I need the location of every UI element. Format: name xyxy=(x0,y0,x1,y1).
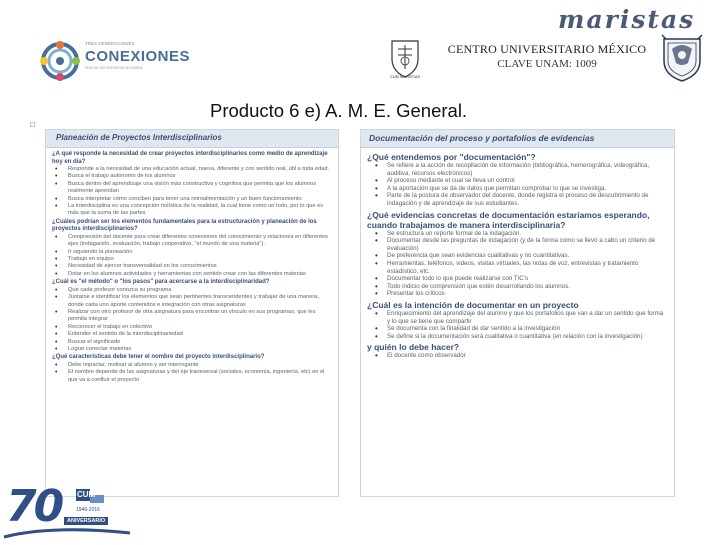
slide-title: Producto 6 e) A. M. E. General. xyxy=(210,100,468,121)
anniversary-logo xyxy=(2,481,132,540)
list-item: • Comprensión del docente para crear diferentes conexiones del conocimiento y relaciones en diferentes ejes (indagación, evaluación, trabajo cooperativo, "el mundo de una materia"). xyxy=(52,234,332,249)
section-list xyxy=(52,362,332,384)
list-item: • Se documenta con la finalidad de dar sentido a la investigación xyxy=(367,325,668,333)
list-item: • Enriquecimiento del aprendizaje del alumno y que los portafolios que van a dar un sentido que forma y lo que se tiene que compartir xyxy=(367,310,668,325)
list-item: • Dotar en los alumnos actividades y herramientas con sentido crear con las diferentes materias xyxy=(52,271,332,278)
list-item: • Entender el sentido de la interdisciplinariedad xyxy=(52,331,332,338)
anniversary-monogram: CUM xyxy=(77,490,96,499)
anniversary-number: 70 xyxy=(6,481,62,532)
institution-subtitle: CLAVE UNAM: 1009 xyxy=(497,58,597,70)
slide-bullet: □ xyxy=(30,120,35,129)
maristas-brand: maristas xyxy=(558,5,696,34)
list-item: • Debe impactar, motivar al alumno y ser interrogante xyxy=(52,362,332,369)
unam-crest-logo xyxy=(660,33,704,83)
list-item: • Herramientas, teléfonos, videos, visitas virtuales, las notas de voz, entrevistas y tratamiento estadístico, etc. xyxy=(367,260,668,275)
section-question: ¿Cuál es la intención de documentar en un proyecto xyxy=(367,299,579,310)
list-item: • El nombre depende de las asignaturas y del eje transversal (sociales, economía, ingeniería, etc) en el que va a confluir el proyecto xyxy=(52,369,332,384)
section-question: ¿A qué responde la necesidad de crear proyectos interdisciplinarios como medio de aprendizaje hoy en día? xyxy=(52,151,328,165)
section-question: ¿Cuál es "el método" o "los pasos" para acercarse a la interdisciplinaridad? xyxy=(52,279,270,286)
conexiones-emblem-icon xyxy=(40,41,80,81)
section-list xyxy=(52,234,332,278)
section-question: y quién lo debe hacer? xyxy=(367,342,460,353)
institution-title: CENTRO UNIVERSITARIO MÉXICO xyxy=(447,42,647,56)
list-item: • Busca interpretar cómo conciben para tener una retroalimentación y un buen funcionamiento xyxy=(52,196,332,203)
section-question: ¿Qué evidencias concretas de documentación estaríamos esperando, cuando trabajamos de manera interdisciplinaria? xyxy=(367,209,650,230)
conexiones-top-text: TRES GENERACIONES xyxy=(85,41,135,46)
planning-panel-heading: Planeación de Proyectos Interdisciplinarios xyxy=(46,130,338,148)
list-item: • Responde a la necesidad de una educación actual, nueva, diferente y con sentido real, útil a toda edad. xyxy=(52,166,332,173)
list-item: • Buscar el significado xyxy=(52,339,332,346)
list-item: • Todo indicio de comprensión que estén desarrollando los alumnos. xyxy=(367,283,668,291)
conexiones-wordmark: CONEXIONES xyxy=(85,48,191,65)
documentation-panel xyxy=(360,129,675,497)
list-item: • De preferencia que sean evidencias cualitativas y no cuantitativas. xyxy=(367,252,668,260)
cum-crest-logo xyxy=(388,37,422,81)
conexiones-subtext: EDUCACIÓN INTERDISCIPLINARIA xyxy=(85,66,143,70)
list-item: • Se define si la documentación será cualitativa o cuantitativa (en relación con la investigación) xyxy=(367,333,668,341)
documentation-panel-heading: Documentación del proceso y portafolios de evidencias xyxy=(361,130,674,148)
list-item: • Busca el trabajo autónomo de los alumnos xyxy=(52,173,332,180)
crest-caption: CUM MARISTAS xyxy=(389,74,421,79)
anniversary-years: 1946-2016 xyxy=(76,507,100,513)
unam-shield-icon xyxy=(660,33,704,83)
list-item: • Presentar los críticos xyxy=(367,290,668,298)
section-question: ¿Qué entendemos por "documentación"? xyxy=(367,152,536,162)
documentation-panel-body xyxy=(361,148,674,360)
list-item: • Lograr conectar materias xyxy=(52,346,332,353)
list-item: • Que cada profesor conozca su programa xyxy=(52,287,332,294)
list-item: • Se estructura un reporte formal de la indagación. xyxy=(367,230,668,238)
list-item: • Documentar todo lo que puede realizarse con TIC's xyxy=(367,275,668,283)
planning-panel-body xyxy=(46,148,338,384)
list-item: • El docente como observador xyxy=(367,352,668,360)
list-item: • Reconocer el trabajo en colectivo xyxy=(52,324,332,331)
section-list xyxy=(367,162,668,208)
list-item: • Necesidad de ejercer transversalidad en los conocimientos xyxy=(52,263,332,270)
list-item: • Se refiere a la acción de recopilación de información (bibliográfica, hemerográfica, videográfica, auditiva, recursos electrónicos) xyxy=(367,162,668,177)
list-item: • Al proceso mediante el cual se lleva un control xyxy=(367,177,668,185)
section-question: ¿Cuáles podrían ser los elementos fundamentales para la estructuración y planeación de los proyectos interdisciplinarios? xyxy=(52,218,317,233)
list-item: • Juntarse e identificar los elementos que sean pertinentes transcendentes y trabajar de una manera, donde cada uno aporte contenidos e integración con otras asignaturas xyxy=(52,294,332,309)
list-item: • Ir siguiendo la planeación xyxy=(52,249,332,256)
list-item: • A la aportación que se da de datos que permitan comprobar lo que se investiga. xyxy=(367,185,668,193)
section-list xyxy=(367,352,668,360)
list-item: • Parte de la postura de observador del docente, donde registra el proceso de descubrimiento de indagación y de aprendizaje de sus estudiantes. xyxy=(367,192,668,207)
section-list xyxy=(52,287,332,354)
list-item: • Documentar desde las preguntas de indagación (y de la forma como se llevó a cabo un criterio de evaluación) xyxy=(367,237,668,252)
list-item: • Trabajo en equipo xyxy=(52,256,332,263)
section-list xyxy=(367,310,668,340)
section-question: ¿Qué características debe tener el nombre del proyecto interdisciplinario? xyxy=(52,354,265,361)
section-list xyxy=(367,230,668,298)
list-item: • Realizar con otro profesor de otra asignatura para encontrar un vínculo en sus programas, que les permita integrar xyxy=(52,309,332,324)
section-list xyxy=(52,166,332,218)
planning-panel xyxy=(45,129,339,497)
anniversary-caption: ANIVERSARIO xyxy=(64,517,108,525)
list-item: • Busca dentro del aprendizaje una visión más constructiva y cognitiva que permita que los alumnos realmente aprendan xyxy=(52,181,332,196)
list-item: • La interdisciplina es una concepción holística de la realidad, la cual tiene como un todo, por lo que es más que la suma de las partes xyxy=(52,203,332,218)
